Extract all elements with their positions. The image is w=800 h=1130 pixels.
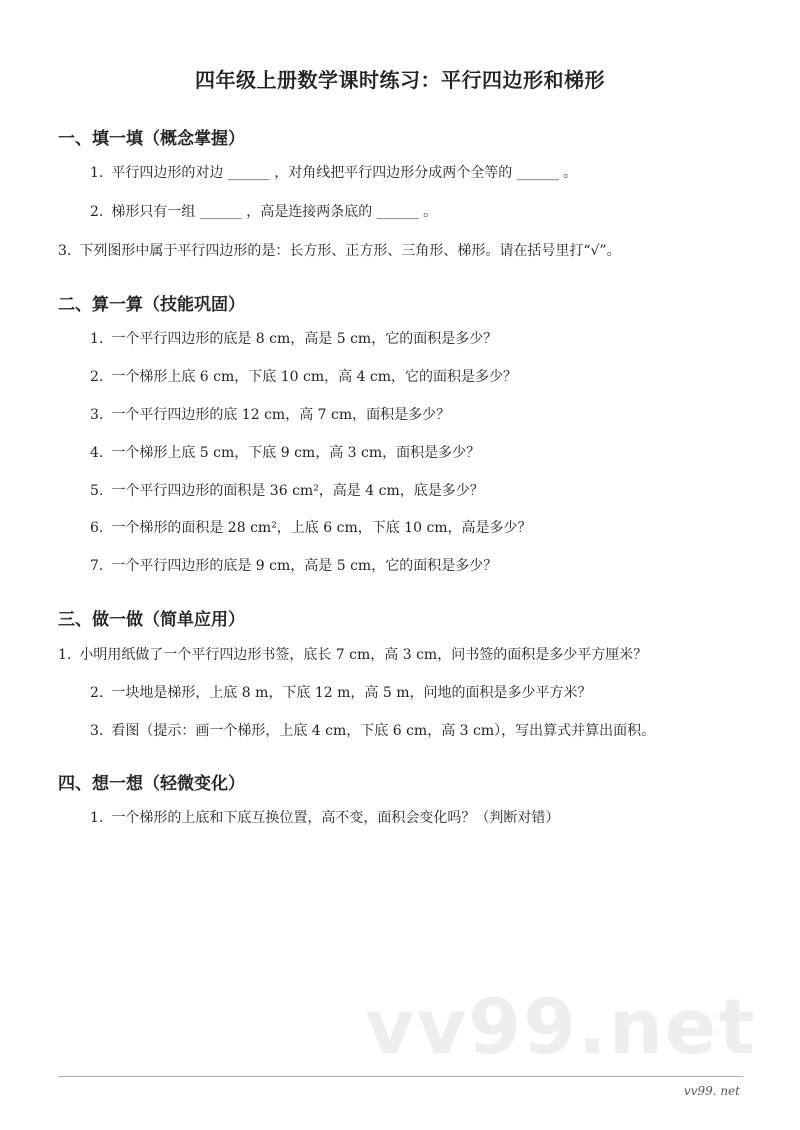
question-text: 一个平行四边形的面积是 36 cm²，高是 4 cm，底是多少？ bbox=[111, 483, 484, 499]
question-number: 1. bbox=[90, 165, 104, 181]
section-heading-think: 四、想一想（轻微变化） bbox=[58, 774, 245, 794]
question-number: 4. bbox=[90, 445, 104, 461]
section-heading-fill-in: 一、填一填（概念掌握） bbox=[58, 129, 245, 149]
question-number: 2. bbox=[90, 685, 104, 701]
question-text: 一个梯形上底 6 cm，下底 10 cm，高 4 cm，它的面积是多少？ bbox=[111, 369, 518, 385]
question-item bbox=[90, 808, 559, 828]
question-text: 梯形只有一组 ______ ，高是连接两条底的 ______ 。 bbox=[111, 204, 438, 220]
question-text: 一个梯形上底 5 cm，下底 9 cm，高 3 cm，面积是多少？ bbox=[111, 445, 481, 461]
question-text: 一个平行四边形的底 12 cm，高 7 cm，面积是多少？ bbox=[111, 407, 451, 423]
question-item bbox=[90, 443, 480, 463]
question-item bbox=[90, 481, 484, 501]
question-number: 6. bbox=[90, 520, 104, 536]
question-item bbox=[90, 367, 517, 387]
question-item bbox=[58, 645, 647, 665]
question-text: 一个平行四边形的底是 9 cm，高是 5 cm，它的面积是多少？ bbox=[111, 558, 498, 574]
question-number: 3. bbox=[90, 407, 104, 423]
question-number: 5. bbox=[90, 483, 104, 499]
question-item bbox=[90, 556, 497, 576]
question-number: 1. bbox=[58, 647, 72, 663]
section-heading-calculate: 二、算一算（技能巩固） bbox=[58, 295, 245, 315]
question-text: 看图（提示：画一个梯形，上底 4 cm，下底 6 cm，高 3 cm），写出算式并算出面积。 bbox=[111, 723, 656, 739]
question-number: 1. bbox=[90, 810, 104, 826]
question-number: 2. bbox=[90, 204, 104, 220]
question-text: 一块地是梯形，上底 8 m，下底 12 m，高 5 m，问地的面积是多少平方米？ bbox=[111, 685, 592, 701]
question-number: 3. bbox=[90, 723, 104, 739]
question-text: 一个平行四边形的底是 8 cm，高是 5 cm，它的面积是多少？ bbox=[111, 331, 498, 347]
question-text: 一个梯形的面积是 28 cm²，上底 6 cm，下底 10 cm，高是多少？ bbox=[111, 520, 532, 536]
question-text: 下列图形中属于平行四边形的是：长方形、正方形、三角形、梯形。请在括号里打“√”。 bbox=[79, 243, 621, 259]
question-number: 7. bbox=[90, 558, 104, 574]
footer-divider bbox=[58, 1076, 743, 1077]
question-number: 3. bbox=[58, 243, 72, 259]
question-text: 一个梯形的上底和下底互换位置，高不变，面积会变化吗？（判断对错） bbox=[111, 810, 560, 826]
page-title: 四年级上册数学课时练习：平行四边形和梯形 bbox=[195, 68, 605, 92]
question-item bbox=[58, 241, 621, 261]
question-number: 2. bbox=[90, 369, 104, 385]
question-number: 1. bbox=[90, 331, 104, 347]
question-text: 平行四边形的对边 ______ ，对角线把平行四边形分成两个全等的 ______ 。 bbox=[111, 165, 578, 181]
question-item bbox=[90, 405, 450, 425]
question-item bbox=[90, 202, 437, 222]
watermark: vv99.net bbox=[365, 982, 757, 1071]
question-item bbox=[90, 683, 592, 703]
question-item bbox=[90, 518, 532, 538]
question-item bbox=[90, 721, 655, 741]
section-heading-apply: 三、做一做（简单应用） bbox=[58, 610, 245, 630]
footer-site: vv99. net bbox=[683, 1084, 740, 1098]
question-item bbox=[90, 329, 497, 349]
question-item bbox=[90, 163, 577, 183]
question-text: 小明用纸做了一个平行四边形书签，底长 7 cm，高 3 cm，问书签的面积是多少平方厘米？ bbox=[79, 647, 648, 663]
